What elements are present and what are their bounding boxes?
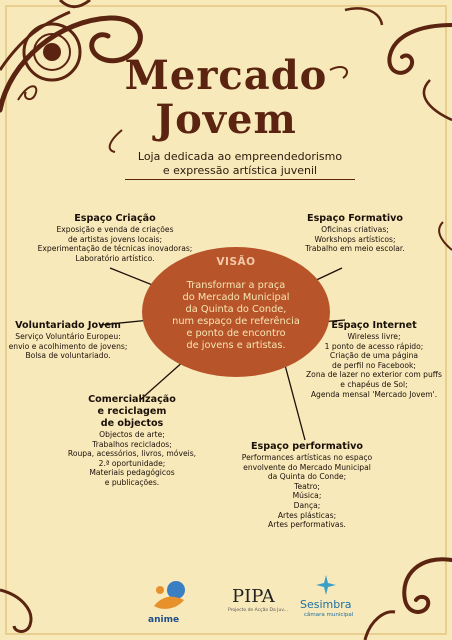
section-heading: de objectos [100, 418, 164, 429]
section-voluntariado-jovem [4, 320, 132, 361]
section-line: de perfil no Facebook; [332, 360, 416, 370]
section-comercializacao [62, 394, 202, 488]
vision-line: do Mercado Municipal [182, 292, 290, 303]
section-line: Wireless livre; [347, 332, 401, 341]
section-heading: Espaço Internet [331, 320, 417, 331]
section-line: e publicações. [104, 477, 160, 487]
section-line: Agenda mensal 'Mercado Jovem'. [310, 389, 438, 399]
subtitle-underline [125, 179, 355, 180]
section-line: Trabalhos reciclados; [92, 439, 172, 449]
section-heading: Voluntariado Jovem [15, 320, 121, 331]
section-line: Dança; [293, 500, 321, 510]
section-line: e chapéus de Sol; [340, 379, 408, 389]
section-espaco-formativo [290, 213, 420, 254]
subtitle-line-1: Loja dedicada ao empreendedorismo [137, 150, 343, 163]
section-line: Workshops artísticos; [314, 234, 396, 244]
section-line: Criação de uma página [329, 351, 419, 361]
section-line: Trabalho em meio escolar. [305, 244, 405, 254]
section-line: Zona de lazer no exterior com puffs [305, 370, 442, 380]
section-espaco-internet [300, 320, 448, 399]
section-line: Performances artísticas no espaço [241, 453, 373, 462]
section-heading: Espaço Criação [74, 213, 156, 224]
title-mercado: Mercado [124, 52, 328, 99]
sesimbra-logo-subtext: câmara municipal [304, 612, 354, 618]
section-line: Artes performativas. [268, 520, 346, 530]
anime-logo-text: anime [148, 615, 180, 625]
section-heading: Espaço Formativo [307, 213, 403, 224]
sesimbra-logo-text: Sesimbra [300, 598, 352, 611]
section-line: 2.ª oportunidade; [98, 458, 166, 468]
section-line: Materiais pedagógicos [89, 468, 175, 478]
vision-line: Transformar a praça [186, 280, 286, 291]
sesimbra-star-icon [315, 574, 337, 596]
subtitle-line-2: e expressão artística juvenil [162, 164, 318, 177]
section-heading: Comercialização [88, 394, 176, 405]
section-line: de artistas jovens locais; [67, 234, 163, 244]
section-line: Artes plásticas; [277, 510, 337, 520]
vision-line: da Quinta do Conde, [185, 304, 287, 315]
subtitle [100, 150, 380, 178]
section-line: 1 ponto de acesso rápido; [324, 341, 424, 351]
section-line: Experimentação de técnicas inovadoras; [37, 244, 193, 254]
title-jovem: Jovem [155, 96, 297, 143]
section-line: da Quinta do Conde; [267, 472, 347, 482]
section-line: envolvente do Mercado Municipal [243, 462, 371, 472]
pipa-logo-subtext: Projecto de Acção Da Juv... [228, 608, 288, 613]
section-line: Exposição e venda de criações [56, 225, 174, 234]
section-line: Teatro; [294, 481, 320, 491]
section-espaco-performativo [232, 441, 382, 530]
section-line: Bolsa de voluntariado. [25, 351, 111, 361]
section-line: Laboratório artístico. [75, 253, 155, 263]
vision-line: de jovens e artistas. [186, 340, 286, 351]
anime-logo-icon [150, 578, 195, 618]
pipa-logo-text: PIPA [232, 586, 275, 607]
vision-line: e ponto de encontro [186, 328, 286, 339]
section-line: Roupa, acessórios, livros, móveis, [67, 449, 197, 459]
section-line: Oficinas criativas; [321, 225, 389, 234]
vision-title: VISÃO [216, 256, 256, 268]
section-line: envio e acolhimento de jovens; [8, 341, 128, 351]
section-line: Serviço Voluntário Europeu: [15, 332, 121, 341]
vision-text [160, 280, 312, 352]
section-line: Objectos de arte; [99, 430, 165, 439]
section-espaco-criacao [30, 213, 200, 263]
section-heading: e reciclagem [97, 406, 167, 417]
section-line: Música; [292, 491, 322, 501]
vision-line: num espaço de referência [172, 316, 300, 327]
section-heading: Espaço performativo [250, 441, 363, 452]
